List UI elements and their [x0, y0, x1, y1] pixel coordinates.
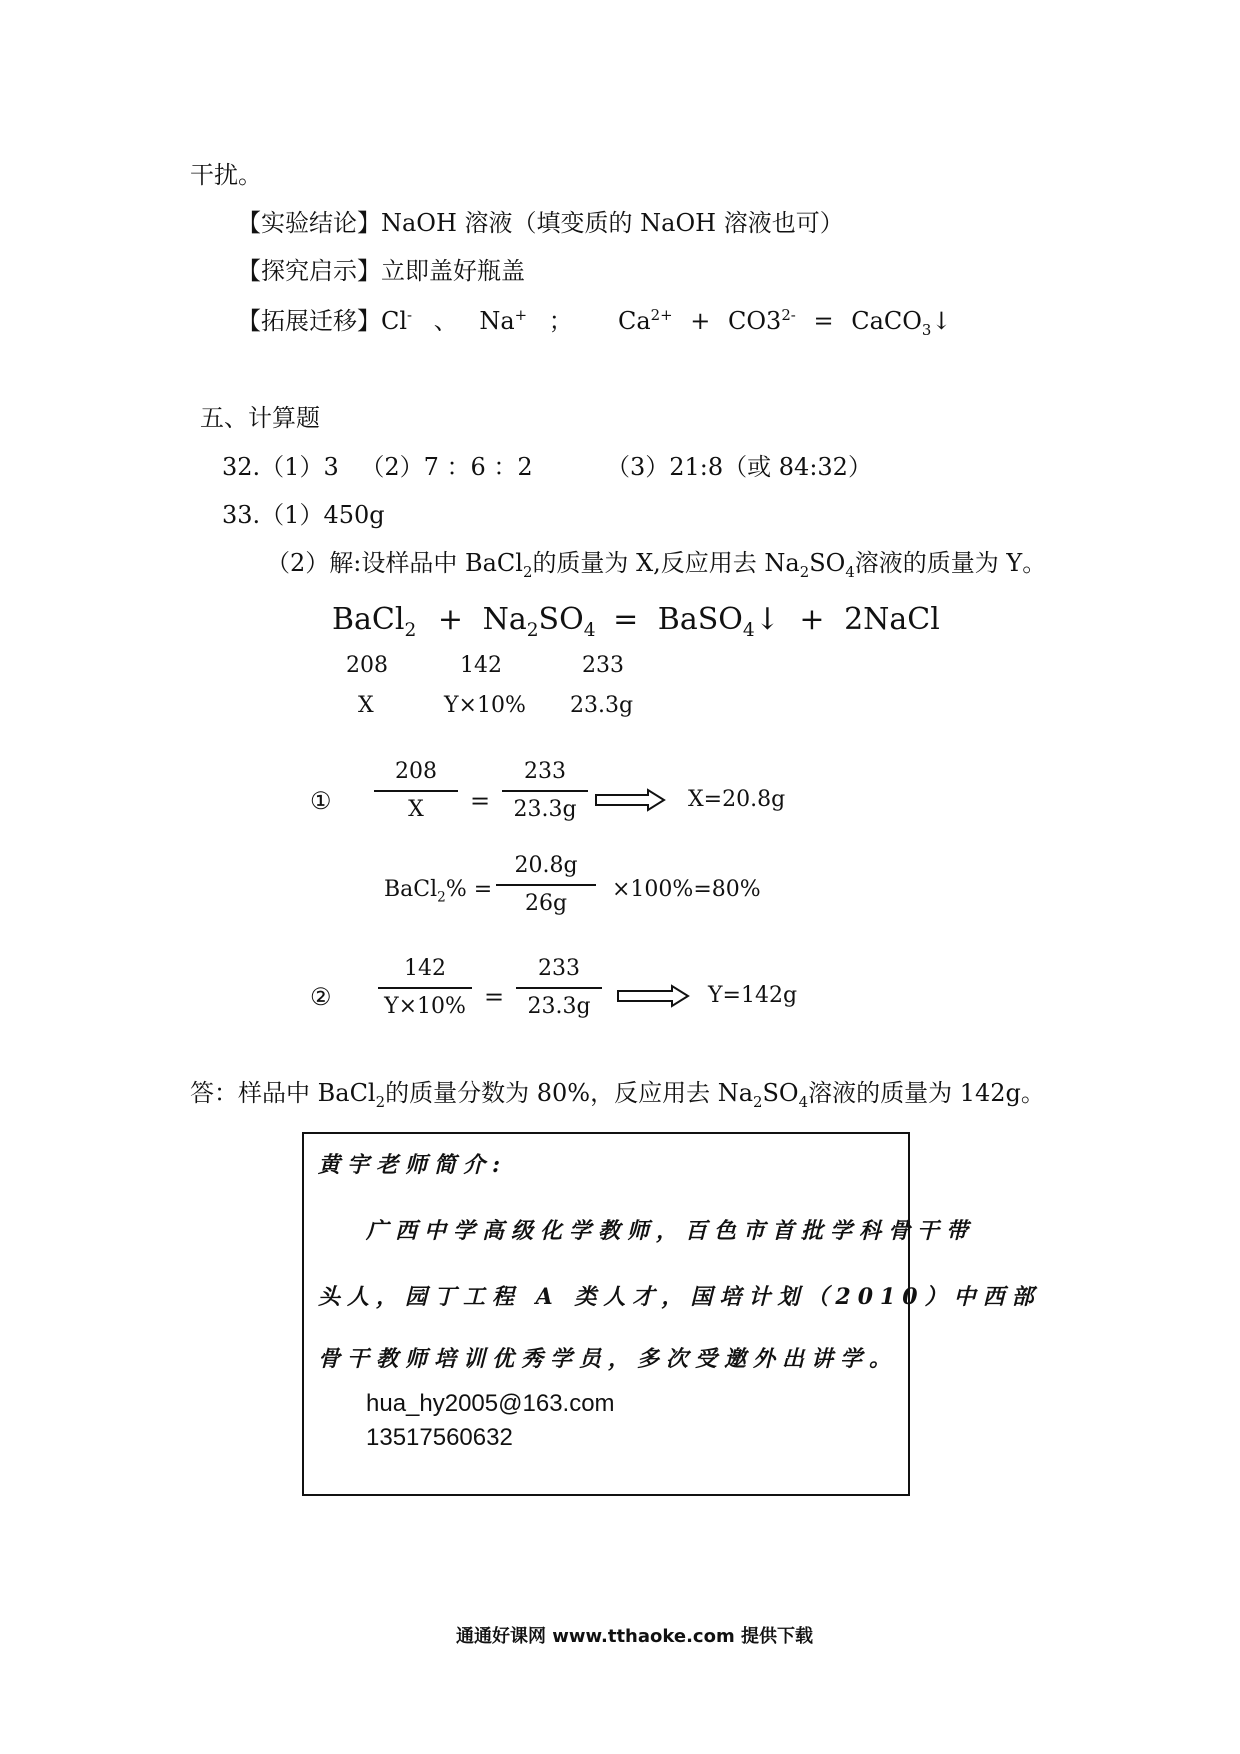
reactant-na2so4-so: SO [538, 602, 584, 637]
eq-ca-charge: 2+ [650, 306, 673, 324]
fraction-bar [496, 884, 596, 886]
product-nacl: 2NaCl [844, 602, 940, 637]
step1-num2: 233 [524, 759, 566, 784]
ion-cl: Cl [381, 307, 408, 335]
eq-co3: CO3 [728, 307, 782, 335]
step2-num1: 142 [404, 956, 446, 981]
exploration-insight [237, 256, 525, 286]
step1-fraction-1 [374, 758, 458, 824]
bio-phone: 13517560632 [366, 1424, 513, 1451]
down-arrow-icon: ↓ [931, 307, 952, 335]
step1-fraction-2 [502, 758, 588, 824]
unknown-x: X [358, 693, 374, 718]
eq-product: CaCO [851, 307, 922, 335]
step2-fraction-1 [378, 955, 472, 1021]
ion-semicolon: ； [548, 307, 573, 335]
fraction-bar [516, 987, 602, 989]
mass-208: 208 [346, 653, 388, 678]
reactant-na2so4: Na [482, 602, 527, 637]
extension-tag: 【拓展迁移】 [237, 307, 381, 335]
reactant-bacl2: BaCl [332, 602, 405, 637]
step2-fraction-2 [516, 955, 602, 1021]
unknown-y: Y×10% [444, 693, 526, 718]
reactant-na2so4-sub2: 4 [583, 620, 596, 641]
q33-part2 [266, 548, 1047, 581]
section-title: 五、计算题 [200, 404, 320, 432]
answer-pre: 答：样品中 BaCl [190, 1079, 376, 1107]
step2-equals: = [484, 983, 505, 1011]
reaction-equals: = [613, 602, 639, 637]
bio-line-1: 广西中学高级化学教师，百色市首批学科骨干带 [366, 1218, 976, 1244]
reaction-equation [332, 602, 940, 641]
q33-p2-mid: 的质量为 X,反应用去 Na [532, 549, 800, 577]
fraction-bar [378, 987, 472, 989]
eq-plus: + [690, 307, 711, 335]
known-mass: 23.3g [570, 693, 634, 718]
pct-den: 26g [524, 891, 568, 916]
reactant-bacl2-sub: 2 [404, 620, 417, 641]
q33-p2-pre: （2）解:设样品中 BaCl [266, 549, 523, 577]
step1-den2: 23.3g [513, 797, 577, 822]
pct-label-sub: 2 [437, 889, 446, 906]
insight-tag: 【探究启示】 [237, 257, 381, 285]
eq-product-sub: 3 [921, 320, 932, 339]
conclusion-tag: 【实验结论】 [237, 209, 381, 237]
percentage-fraction [496, 852, 596, 918]
ion-na-charge: + [514, 306, 528, 324]
insight-text: 立即盖好瓶盖 [381, 257, 525, 285]
reaction-plus-1: + [437, 602, 464, 637]
q33-p2-sub1: 2 [522, 562, 533, 581]
answer-sub1: 2 [375, 1092, 386, 1111]
mass-233: 233 [582, 653, 624, 678]
q33-p2-sub3: 4 [845, 562, 855, 581]
pct-label: BaCl [384, 877, 438, 902]
step2-result: Y=142g [708, 983, 798, 1008]
eq-co3-charge: 2- [781, 306, 796, 324]
step2-num2: 233 [538, 956, 580, 981]
bio-title: 黄宇老师简介: [318, 1152, 508, 1178]
fraction-bar [502, 790, 588, 792]
answer-sub2: 2 [753, 1092, 763, 1111]
step2-den2: 23.3g [527, 994, 591, 1019]
percentage-label [384, 876, 492, 904]
eq-ca: Ca [618, 307, 651, 335]
product-baso4-sub: 4 [742, 620, 755, 641]
answer-mid: 的质量分数为 80%，反应用去 Na [385, 1079, 754, 1107]
q32-number: 32. [222, 453, 261, 481]
step1-den1: X [408, 797, 424, 822]
ion-na: Na [479, 307, 515, 335]
bio-email: hua_hy2005@163.com [366, 1390, 615, 1417]
step2-den1: Y×10% [384, 994, 466, 1019]
pct-label-post: % = [445, 877, 493, 902]
answer-sub3: 4 [798, 1092, 809, 1111]
step1-result: X=20.8g [688, 787, 786, 812]
question-33 [222, 500, 385, 530]
step1-equals: = [470, 787, 491, 815]
q32-part2: （2）7 ：6 ：2 [360, 453, 533, 481]
answer-mid2: SO [762, 1079, 799, 1107]
q32-part3: （3）21:8（或 84:32） [606, 453, 872, 481]
answer-post: 溶液的质量为 142g。 [808, 1079, 1045, 1107]
reaction-plus-2: + [799, 602, 825, 637]
bio-line-3: 骨干教师培训优秀学员，多次受邀外出讲学。 [318, 1346, 899, 1372]
reactant-na2so4-sub1: 2 [526, 620, 539, 641]
ion-separator: 、 [433, 307, 458, 335]
step1-num1: 208 [395, 759, 437, 784]
q32-part1: （1）3 [260, 453, 339, 481]
extension-transfer [237, 306, 573, 336]
precipitation-equation [618, 306, 952, 339]
step1-marker: ① [310, 787, 332, 815]
q33-part1: （1）450g [260, 501, 385, 529]
product-baso4: BaSO [657, 602, 743, 637]
intro-end: 干扰。 [190, 161, 262, 189]
q33-p2-sub2: 2 [799, 562, 810, 581]
eq-equals: = [813, 307, 834, 335]
bio-line-2: 头人，园丁工程 A 类人才，国培计划（2010）中西部 [318, 1284, 1041, 1310]
precipitate-arrow-icon: ↓ [754, 602, 780, 637]
q33-number: 33. [222, 501, 261, 529]
footer-source: 通通好课网 www.tthaoke.com 提供下载 [456, 1626, 813, 1647]
mass-142: 142 [460, 653, 502, 678]
conclusion-text: NaOH 溶液（填变质的 NaOH 溶液也可） [381, 209, 844, 237]
step2-marker: ② [310, 983, 332, 1011]
final-answer [190, 1078, 1045, 1111]
percentage-result: ×100%=80% [612, 877, 761, 902]
implies-arrow-icon [594, 788, 666, 812]
fraction-bar [374, 790, 458, 792]
pct-num: 20.8g [514, 853, 578, 878]
q33-p2-mid2: SO [809, 549, 846, 577]
q33-p2-post: 溶液的质量为 Y。 [854, 549, 1047, 577]
question-32 [222, 452, 533, 482]
ion-cl-charge: - [407, 306, 413, 324]
implies-arrow-icon [616, 984, 690, 1008]
experiment-conclusion [237, 208, 844, 238]
